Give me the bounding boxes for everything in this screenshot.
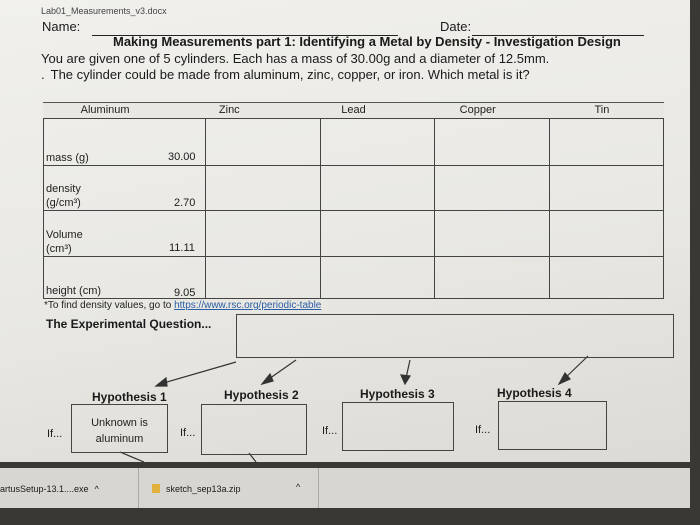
row-label: Volume xyxy=(46,229,83,241)
row-label-unit: (g/cm³) xyxy=(46,197,81,209)
chevron-up-icon[interactable]: ^ xyxy=(296,482,301,492)
metal-header-cell: Copper xyxy=(459,104,496,116)
height-value: 9.05 xyxy=(174,287,196,299)
hypothesis-1-text-line2: aluminum xyxy=(95,433,144,445)
download-filename: artusSetup-13.1....exe xyxy=(0,484,89,494)
hypothesis-1-title: Hypothesis 1 xyxy=(92,390,167,404)
download-separator xyxy=(138,468,139,508)
date-label: Date: xyxy=(440,19,472,34)
name-label: Name: xyxy=(42,19,81,34)
row-label: height (cm) xyxy=(46,285,102,297)
document-filename: Lab01_Measurements_v3.docx xyxy=(41,6,167,16)
mass-value: 30.00 xyxy=(168,151,196,163)
chevron-up-icon[interactable]: ^ xyxy=(94,484,99,494)
row-label: mass (g) xyxy=(46,152,89,164)
download-item[interactable] xyxy=(152,484,241,494)
download-filename: sketch_sep13a.zip xyxy=(166,484,241,494)
row-label-unit: (cm³) xyxy=(46,243,72,255)
periodic-table-link[interactable]: https://www.rsc.org/periodic-table xyxy=(174,300,322,311)
hypothesis-1-text-line1: Unknown is xyxy=(91,417,148,429)
hypothesis-4-if: If... xyxy=(475,424,491,436)
experimental-question-label: The Experimental Question... xyxy=(46,317,212,331)
hypothesis-3-if: If... xyxy=(322,425,338,437)
download-separator xyxy=(318,468,319,508)
intro-line-2-text: The cylinder could be made from aluminum, zinc, copper, or iron. Which metal is it? xyxy=(50,67,530,82)
row-label: density xyxy=(46,183,81,195)
density-value: 2.70 xyxy=(174,197,196,209)
volume-value: 11.11 xyxy=(169,242,195,254)
metal-header-cell: Lead xyxy=(341,104,366,116)
metal-header-cell: Zinc xyxy=(218,104,240,116)
hypothesis-2-if: If... xyxy=(180,427,196,439)
download-bar xyxy=(0,468,690,508)
hypothesis-1-if: If... xyxy=(47,428,63,440)
bullet-icon: . xyxy=(41,67,45,82)
page-title: Making Measurements part 1: Identifying a Metal by Density - Investigation Design xyxy=(113,34,621,49)
download-item[interactable] xyxy=(0,484,99,494)
hypothesis-4-title: Hypothesis 4 xyxy=(497,386,572,400)
hypothesis-1-box[interactable] xyxy=(71,404,168,453)
metal-header-cell: Aluminum xyxy=(80,104,130,116)
hypothesis-4-box[interactable] xyxy=(498,401,607,450)
density-note-text: *To find density values, go to xyxy=(44,300,175,311)
hypothesis-2-title: Hypothesis 2 xyxy=(224,388,299,402)
zip-icon xyxy=(152,484,160,493)
hypothesis-3-title: Hypothesis 3 xyxy=(360,387,435,401)
metal-header-cell: Tin xyxy=(594,104,610,116)
hypothesis-3-box[interactable] xyxy=(342,402,454,451)
intro-line-1: You are given one of 5 cylinders. Each has a mass of 30.00g and a diameter of 12.5mm. xyxy=(41,51,550,66)
hypothesis-2-box[interactable] xyxy=(201,404,307,455)
